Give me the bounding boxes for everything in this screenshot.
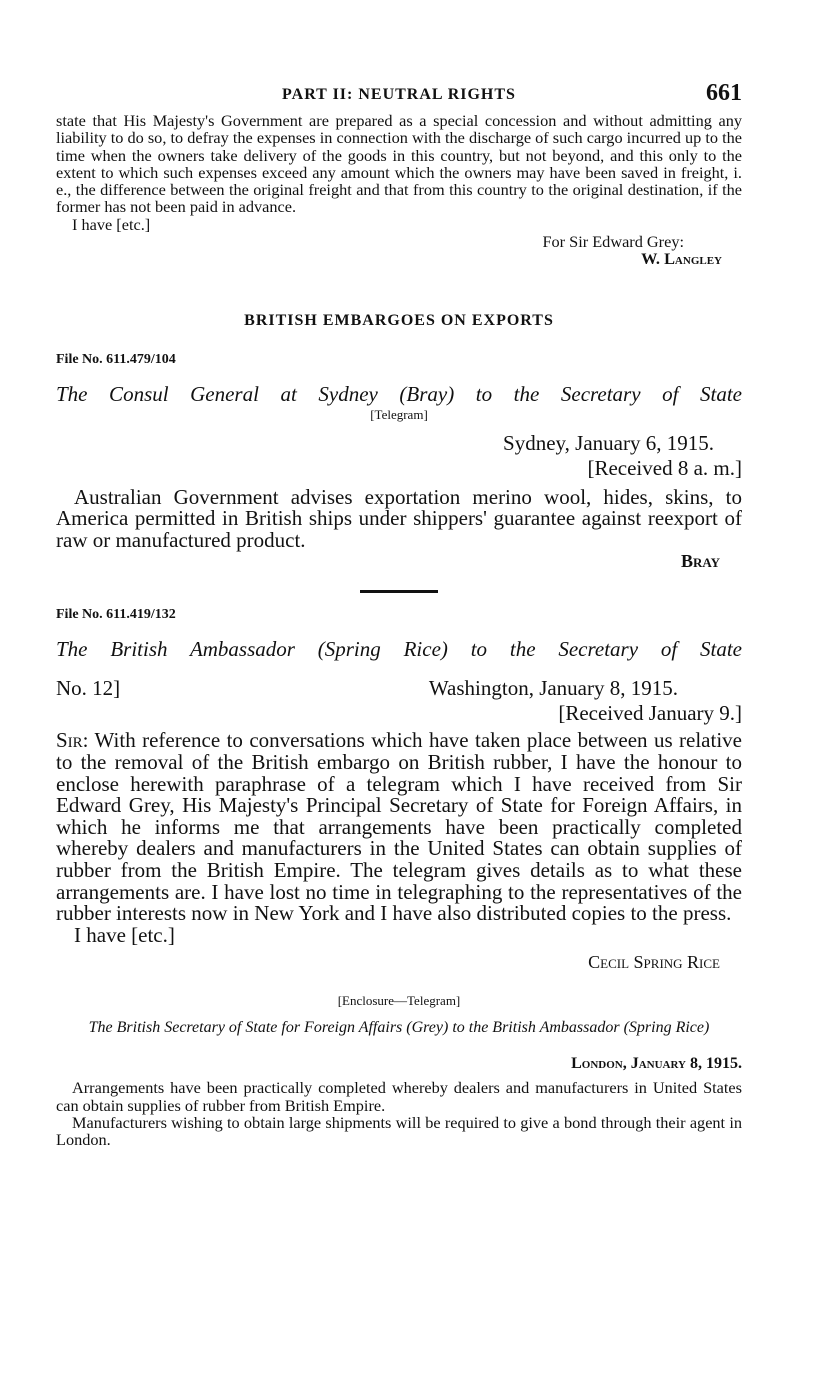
section-title: BRITISH EMBARGOES ON EXPORTS [244,311,554,329]
letter-body [56,730,742,946]
page-number: 661 [706,80,742,106]
running-title: PART II: NEUTRAL RIGHTS [282,86,516,103]
body-paragraph [56,730,742,924]
telegram-body [56,484,742,552]
signature-name: W. Langley [641,249,722,269]
document-type-note: [Telegram] [370,406,428,422]
continuation-letter [56,112,742,268]
place-date: Sydney, January 6, 1915. [503,430,714,455]
body-paragraph: Manufacturers wishing to obtain large shipments will be required to give a bond through their agent in London. [56,1112,742,1150]
signature: Cecil Spring Rice [588,952,720,973]
continuation-paragraph: state that His Majesty's Government are prepared as a special concession and without admitting any liability to do so, to defray the expenses in connection with the discharge of such cargo incurred up to the time when the owners take delivery of the goods in this country, but not beyond, and this only to the extent to which such expenses exceed any amount which the owners may have been saved in freight, i. e., the difference between the original freight and that from this country to the original destination, if the former has not been paid in advance. [56,111,742,217]
closing-phrase: I have [etc.] [74,922,175,947]
salutation: Sir: [56,728,89,753]
enclosure-body [56,1079,742,1148]
enclosure-note: [Enclosure—Telegram] [337,993,461,1009]
document-number: No. 12] [56,676,121,701]
enclosure-title: The British Secretary of State for Foreign Affairs (Grey) to the British Ambassador (Spring Rice) [88,1019,710,1037]
number-and-date-row [56,676,742,701]
page-header [56,78,742,112]
place-date: Washington, January 8, 1915. [428,676,678,701]
body-paragraph: Arrangements have been practically completed whereby dealers and manufacturers in United States can obtain supplies of rubber from British Empire. [56,1078,742,1115]
document-title: The British Ambassador (Spring Rice) to the Secretary of State [56,637,742,662]
body-paragraph: Australian Government advises exportation merino wool, hides, skins, to America permitted in British ships under shippers' guarantee against reexport of raw or manufactured product. [56,484,742,552]
body-text: With reference to conversations which have taken place between us relative to the removal of the British embargo on British rubber, I have the honour to enclose herewith paraphrase of a telegram which I have received from Sir Edward Grey, His Majesty's Principal Secretary of State for Foreign Affairs, in which he informs me that arrangements have been practically completed whereby dealers and manufacturers in the United States can obtain supplies of rubber from the British Empire. The telegram gives details as to what these arrangements are. I have lost no time in telegraphing to the representatives of the rubber interests now in New York and I have also distributed copies to the press. [56,728,742,926]
place-date: London, January 8, 1915. [571,1055,742,1073]
document-page [56,78,742,1149]
received-note: [Received January 9.] [558,701,742,726]
received-note: [Received 8 a. m.] [587,455,742,480]
file-number: File No. 611.479/104 [56,351,176,367]
signature: Bray [681,551,720,572]
file-number: File No. 611.419/132 [56,607,176,623]
separator-rule [360,590,438,593]
closing-phrase: I have [etc.] [72,214,151,234]
signature-for: For Sir Edward Grey: [542,232,684,252]
document-title: The Consul General at Sydney (Bray) to the Secretary of State [56,381,742,406]
